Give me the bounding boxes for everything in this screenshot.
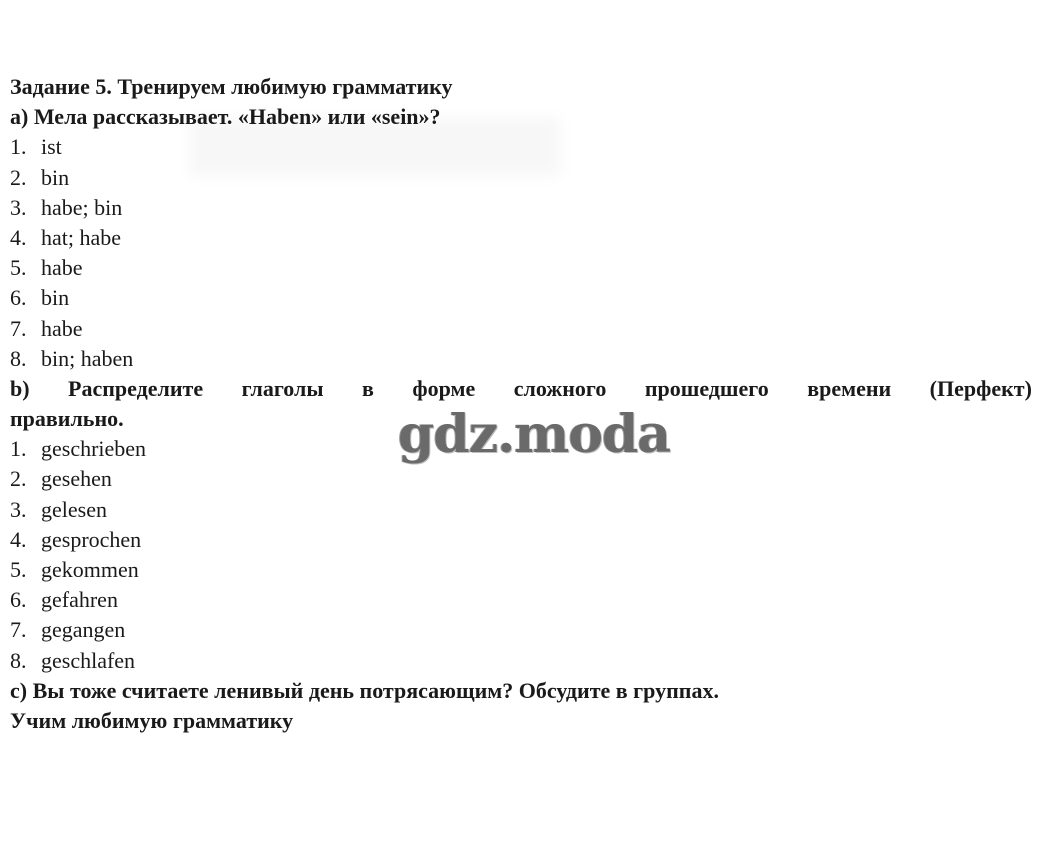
list-item [10,464,1032,494]
item-number: 8. [10,345,27,371]
list-item [10,525,1032,555]
item-text: bin [41,164,70,190]
list-item [10,132,1032,162]
item-number: 1. [10,134,27,160]
item-text: ist [41,134,62,160]
item-number: 7. [10,617,27,643]
list-item [10,344,1032,374]
list-item [10,314,1032,344]
item-text: gesprochen [41,526,142,552]
item-text: gegangen [41,617,126,643]
heading-word: форме [412,375,476,401]
part-c-subheading: Учим любимую грамматику [10,707,294,733]
item-number: 8. [10,647,27,673]
item-text: bin; haben [41,345,134,371]
list-item [10,163,1032,193]
list-item [10,253,1032,283]
item-number: 3. [10,496,27,522]
item-number: 3. [10,194,27,220]
list-item [10,283,1032,313]
list-item [10,615,1032,645]
item-number: 6. [10,285,27,311]
item-text: habe [41,255,83,281]
heading-word: сложного [513,375,607,401]
item-number: 2. [10,466,27,492]
part-a-answer-list [10,132,1032,374]
heading-word: b) [10,375,30,401]
item-text: gesehen [41,466,112,492]
list-item [10,193,1032,223]
item-number: 4. [10,526,27,552]
item-text: gelesen [41,496,107,522]
part-b-heading-continuation: правильно. [10,406,124,432]
item-text: geschrieben [41,436,147,462]
part-c-heading: c) Вы тоже считаете ленивый день потрясающим? Обсудите в группах. [10,677,719,703]
heading-word: прошедшего [644,375,769,401]
list-item [10,495,1032,525]
item-number: 1. [10,436,27,462]
heading-word: Распределите [68,375,204,401]
item-number: 2. [10,164,27,190]
item-number: 7. [10,315,27,341]
list-item [10,555,1032,585]
list-item [10,223,1032,253]
list-item [10,585,1032,615]
list-item [10,646,1032,676]
heading-word: в [361,375,374,401]
item-text: gefahren [41,587,118,613]
part-b-heading [10,374,1032,404]
item-number: 5. [10,255,27,281]
part-b-answer-list [10,434,1032,676]
item-text: habe; bin [41,194,123,220]
heading-word: времени [807,375,892,401]
item-text: gekommen [41,557,139,582]
watermark-logo: gdz.moda [398,404,671,465]
heading-word: глаголы [241,375,324,401]
item-text: habe [41,315,83,341]
item-number: 5. [10,557,27,582]
part-a-heading: a) Мела рассказывает. «Haben» или «sein»? [10,104,441,130]
heading-word: (Перфект) [929,375,1032,401]
task-title: Задание 5. Тренируем любимую грамматику [10,74,453,99]
item-number: 6. [10,587,27,613]
item-text: bin [41,285,70,311]
item-text: geschlafen [41,647,136,673]
item-text: hat; habe [41,224,122,250]
item-number: 4. [10,224,27,250]
